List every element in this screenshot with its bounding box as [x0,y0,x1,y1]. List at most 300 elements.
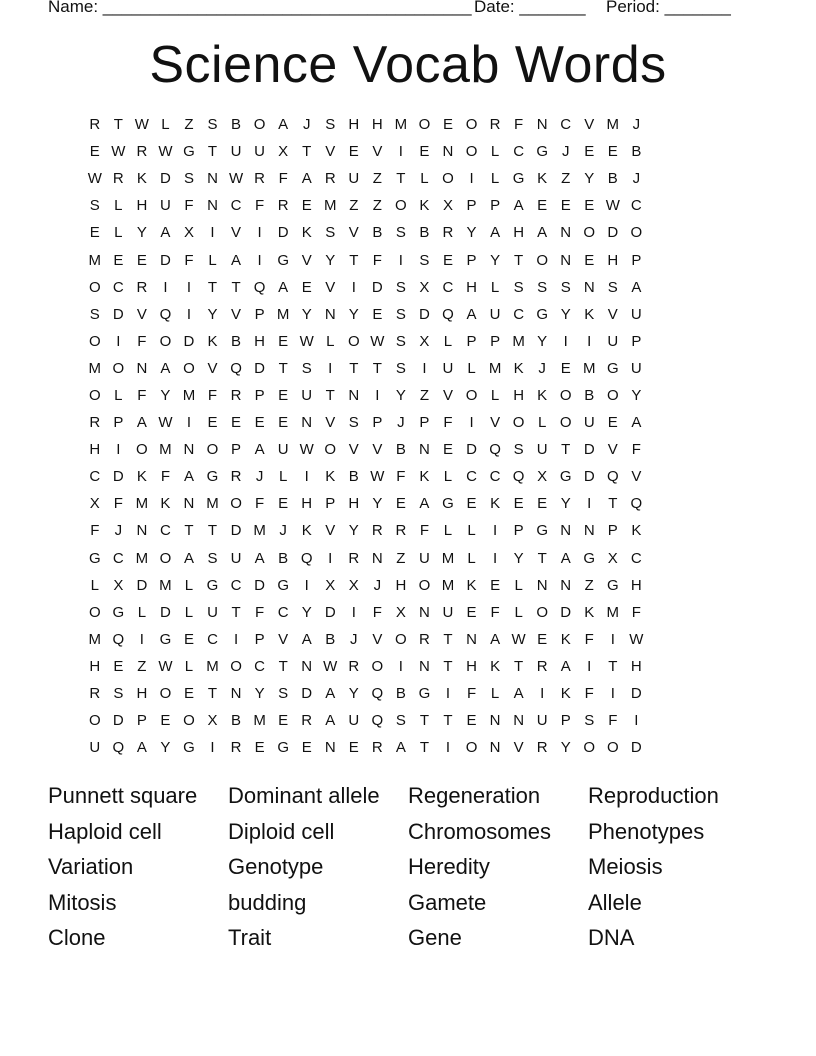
grid-letter: Q [230,359,242,377]
grid-letter: R [112,170,124,188]
grid-letter: A [278,116,289,134]
grid-letter: H [348,116,360,134]
grid-letter: Z [561,170,571,188]
grid-letter: E [584,251,595,269]
grid-letter: T [231,603,241,621]
grid-letter: I [139,630,144,648]
grid-letter: R [136,143,148,161]
grid-row [83,517,743,544]
grid-letter: P [136,712,147,730]
grid-letter: L [467,549,476,567]
grid-letter: M [159,441,172,459]
grid-letter: L [114,386,123,404]
grid-letter: I [163,278,168,296]
grid-letter: D [583,441,595,459]
grid-letter: N [301,657,313,675]
grid-letter: L [514,576,523,594]
grid-letter: O [606,386,619,404]
grid-letter: H [630,576,642,594]
grid-letter: I [610,630,615,648]
grid-letter: N [419,603,430,621]
grid-letter: E [254,739,265,757]
grid-letter: I [563,332,568,350]
grid-letter: F [255,197,265,215]
grid-letter: I [210,739,215,757]
grid-letter: T [443,657,453,675]
grid-letter: Y [466,224,477,242]
grid-letter: F [372,603,382,621]
grid-letter: V [325,278,336,296]
grid-letter: U [489,305,501,323]
grid-letter: Q [630,495,643,513]
grid-letter: R [348,549,360,567]
grid-letter: L [490,386,500,404]
grid-letter: P [372,414,383,432]
grid-row [83,436,743,463]
grid-letter: K [136,468,147,486]
grid-letter: Y [513,549,524,567]
grid-letter: I [422,359,427,377]
grid-letter: S [395,305,406,323]
grid-letter: N [207,170,218,188]
grid-letter: V [136,305,147,323]
grid-letter: X [419,332,430,350]
grid-letter: P [113,414,124,432]
grid-letter: F [184,197,194,215]
grid-letter: E [113,251,124,269]
grid-letter: Z [349,197,359,215]
grid-row [83,355,743,382]
grid-letter: A [537,224,548,242]
grid-letter: V [231,224,242,242]
grid-letter: I [304,576,309,594]
grid-letter: E [442,251,453,269]
grid-letter: A [136,739,147,757]
grid-letter: W [228,170,244,188]
word-bank-row [48,920,768,956]
grid-letter: C [466,468,477,486]
grid-row [83,490,743,517]
grid-letter: S [301,359,312,377]
grid-letter: P [607,522,618,540]
grid-letter: M [253,522,266,540]
grid-letter: T [608,657,618,675]
grid-letter: U [442,359,454,377]
grid-letter: I [328,549,333,567]
grid-letter: E [231,414,242,432]
grid-letter: Y [325,251,336,269]
grid-letter: M [606,116,620,134]
grid-letter: H [630,657,642,675]
grid-letter: W [629,630,644,648]
grid-letter: F [137,332,147,350]
grid-letter: E [278,332,289,350]
grid-letter: F [584,630,594,648]
grid-letter: O [395,197,407,215]
grid-letter: Q [112,739,125,757]
grid-letter: R [136,278,148,296]
grid-letter: Y [631,386,642,404]
grid-letter: E [419,143,430,161]
grid-letter: T [278,657,288,675]
grid-letter: E [348,739,359,757]
grid-row [83,572,743,599]
grid-letter: M [135,549,149,567]
grid-letter: L [537,414,547,432]
grid-letter: K [560,685,571,703]
grid-letter: D [419,305,430,323]
grid-letter: D [583,468,595,486]
grid-letter: X [89,495,100,513]
grid-letter: N [536,576,548,594]
grid-letter: L [184,576,194,594]
grid-letter: W [370,468,385,486]
word-bank-item: Allele [588,889,642,915]
grid-letter: U [607,332,619,350]
grid-letter: K [537,386,548,404]
grid-letter: E [89,224,100,242]
grid-letter: R [89,414,101,432]
grid-letter: M [488,359,502,377]
grid-letter: L [443,332,453,350]
grid-letter: N [442,143,454,161]
grid-letter: I [445,685,451,703]
worksheet-header [0,0,816,19]
grid-letter: A [513,197,524,215]
grid-row [83,599,743,626]
grid-letter: I [469,414,474,432]
grid-letter: P [231,441,242,459]
grid-letter: Y [395,386,406,404]
grid-letter: I [351,278,356,296]
grid-letter: C [630,549,642,567]
grid-letter: T [207,278,218,296]
word-bank-item: Regeneration [408,783,541,809]
grid-letter: U [348,712,360,730]
grid-letter: O [347,332,360,350]
word-bank-item: DNA [588,925,635,951]
grid-letter: X [442,197,453,215]
grid-letter: G [206,576,219,594]
grid-letter: H [348,495,360,513]
grid-letter: N [136,359,148,377]
grid-letter: L [184,603,194,621]
grid-letter: A [301,630,312,648]
grid-letter: O [159,549,172,567]
grid-letter: E [466,603,477,621]
grid-letter: L [137,603,147,621]
grid-letter: L [90,576,99,594]
grid-letter: D [112,305,124,323]
grid-letter: N [489,739,501,757]
grid-row [83,192,743,219]
grid-letter: R [301,712,313,730]
word-bank-item: Variation [48,854,134,880]
grid-letter: E [537,197,548,215]
grid-row [83,734,743,761]
grid-letter: R [89,685,101,703]
grid-letter: D [230,522,242,540]
word-bank-item: Reproduction [588,783,719,809]
grid-letter: O [88,712,101,730]
grid-letter: A [136,414,147,432]
grid-letter: X [395,603,406,621]
grid-letter: O [88,332,101,350]
grid-letter: K [301,522,312,540]
grid-letter: F [160,468,170,486]
grid-letter: V [348,224,359,242]
grid-letter: R [371,739,383,757]
grid-letter: W [511,630,526,648]
grid-letter: D [159,170,171,188]
grid-letter: T [207,522,218,540]
grid-letter: D [112,468,124,486]
grid-letter: P [254,305,265,323]
grid-letter: Y [160,739,171,757]
grid-letter: N [136,522,148,540]
word-bank-item: Phenotypes [588,818,705,844]
grid-letter: Q [371,685,384,703]
grid-letter: E [395,495,406,513]
grid-letter: I [257,224,262,242]
grid-letter: A [160,224,171,242]
grid-letter: W [158,143,173,161]
grid-letter: Y [301,305,312,323]
grid-letter: R [442,224,454,242]
grid-letter: I [610,685,615,703]
grid-letter: I [210,224,215,242]
grid-letter: I [233,630,239,648]
grid-letter: Y [301,603,312,621]
grid-letter: J [632,116,641,134]
grid-letter: N [230,685,242,703]
grid-letter: C [442,278,454,296]
grid-letter: P [466,197,477,215]
grid-letter: B [231,332,242,350]
grid-letter: S [325,224,336,242]
grid-letter: N [371,549,383,567]
grid-letter: I [587,495,592,513]
grid-letter: D [159,251,171,269]
grid-letter: I [257,251,262,269]
grid-letter: O [324,441,337,459]
grid-letter: O [159,685,172,703]
grid-letter: N [348,386,360,404]
word-bank-item: Haploid cell [48,818,162,844]
grid-letter: Z [372,170,382,188]
grid-row [83,246,743,273]
grid-letter: E [183,685,194,703]
grid-letter: C [89,468,101,486]
grid-letter: K [560,630,571,648]
grid-letter: C [230,576,242,594]
grid-letter: N [560,251,572,269]
grid-letter: C [277,603,289,621]
grid-letter: X [183,224,194,242]
grid-letter: J [373,576,382,594]
grid-letter: S [395,278,406,296]
grid-letter: G [559,468,572,486]
grid-letter: K [419,197,430,215]
grid-letter: U [277,441,289,459]
word-bank-item: Chromosomes [408,818,552,844]
grid-letter: S [560,278,571,296]
grid-letter: G [112,603,125,621]
grid-letter: D [466,441,477,459]
grid-letter: P [419,414,430,432]
grid-letter: I [351,603,356,621]
grid-letter: Q [489,441,501,459]
grid-letter: M [606,603,620,621]
grid-letter: D [630,685,642,703]
grid-letter: O [136,441,148,459]
grid-letter: I [492,549,498,567]
grid-letter: P [254,386,265,404]
grid-letter: W [299,332,314,350]
grid-letter: U [630,359,642,377]
period-field: Period: _______ [606,0,731,16]
grid-letter: E [89,143,100,161]
grid-letter: M [135,495,149,513]
grid-letter: O [183,359,195,377]
grid-letter: B [395,685,406,703]
word-bank-item: Diploid cell [228,818,335,844]
grid-letter: H [513,224,525,242]
grid-letter: I [469,170,474,188]
grid-letter: X [325,576,336,594]
grid-letter: H [136,197,148,215]
grid-letter: R [395,522,407,540]
grid-letter: D [159,603,171,621]
page-title: Science Vocab Words [149,36,667,94]
grid-letter: S [395,224,406,242]
grid-letter: T [207,143,218,161]
grid-letter: D [607,224,619,242]
grid-letter: B [325,630,336,648]
grid-letter: Y [584,170,595,188]
grid-letter: S [89,197,100,215]
grid-letter: E [113,657,124,675]
grid-letter: D [630,739,642,757]
grid-letter: M [159,576,172,594]
grid-letter: A [231,251,242,269]
grid-letter: U [536,712,548,730]
grid-letter: L [114,197,123,215]
grid-letter: P [631,332,642,350]
grid-letter: X [348,576,359,594]
grid-letter: A [301,170,312,188]
grid-letter: I [186,278,192,296]
grid-letter: F [184,251,194,269]
grid-letter: T [514,657,524,675]
grid-letter: L [443,468,453,486]
grid-letter: J [632,170,641,188]
grid-letter: S [89,305,100,323]
grid-letter: Z [137,657,147,675]
grid-letter: Y [348,522,359,540]
grid-letter: D [301,685,313,703]
grid-letter: M [441,549,455,567]
grid-letter: M [323,197,337,215]
grid-letter: K [136,170,147,188]
grid-letter: T [231,278,241,296]
grid-letter: Y [560,305,571,323]
grid-letter: G [536,305,548,323]
grid-letter: Y [348,305,359,323]
grid-letter: T [302,143,312,161]
grid-letter: H [513,386,525,404]
grid-letter: V [490,414,501,432]
grid-letter: E [513,495,524,513]
grid-row [83,626,743,653]
grid-letter: E [301,197,312,215]
grid-letter: Y [160,386,171,404]
grid-letter: V [231,305,242,323]
grid-letter: A [490,630,501,648]
grid-letter: L [184,657,194,675]
grid-letter: J [397,414,405,432]
grid-letter: W [299,441,314,459]
grid-letter: Y [372,495,383,513]
grid-letter: O [465,143,478,161]
grid-letter: B [278,549,289,567]
date-field: Date: _______ [474,0,586,16]
grid-letter: E [584,197,595,215]
word-bank-row [48,814,768,850]
grid-letter: H [136,685,148,703]
grid-letter: E [584,143,595,161]
grid-letter: B [419,224,430,242]
grid-letter: L [114,224,123,242]
grid-letter: K [301,224,312,242]
grid-letter: D [324,603,336,621]
grid-letter: B [231,712,242,730]
grid-letter: B [372,224,383,242]
grid-letter: L [490,143,500,161]
grid-letter: C [230,197,242,215]
grid-letter: F [137,386,147,404]
grid-letter: L [208,251,217,269]
grid-letter: J [279,522,287,540]
grid-letter: L [490,278,500,296]
grid-letter: K [466,576,477,594]
word-bank-item: Genotype [228,854,324,880]
grid-letter: N [560,522,572,540]
grid-letter: I [398,143,403,161]
grid-letter: R [277,197,289,215]
grid-letter: I [634,712,639,730]
grid-letter: C [513,305,525,323]
grid-row [83,165,743,192]
grid-letter: N [560,576,572,594]
grid-letter: D [254,359,266,377]
grid-letter: W [370,332,385,350]
grid-letter: E [560,359,571,377]
grid-letter: E [607,143,618,161]
grid-row [83,328,743,355]
grid-letter: H [301,495,313,513]
grid-letter: V [325,522,336,540]
grid-letter: E [490,576,501,594]
grid-letter: V [631,468,642,486]
grid-letter: H [466,278,477,296]
grid-letter: O [159,332,172,350]
grid-letter: E [278,495,289,513]
grid-letter: R [254,170,266,188]
grid-letter: W [158,414,173,432]
grid-letter: A [560,657,571,675]
grid-letter: G [277,576,289,594]
